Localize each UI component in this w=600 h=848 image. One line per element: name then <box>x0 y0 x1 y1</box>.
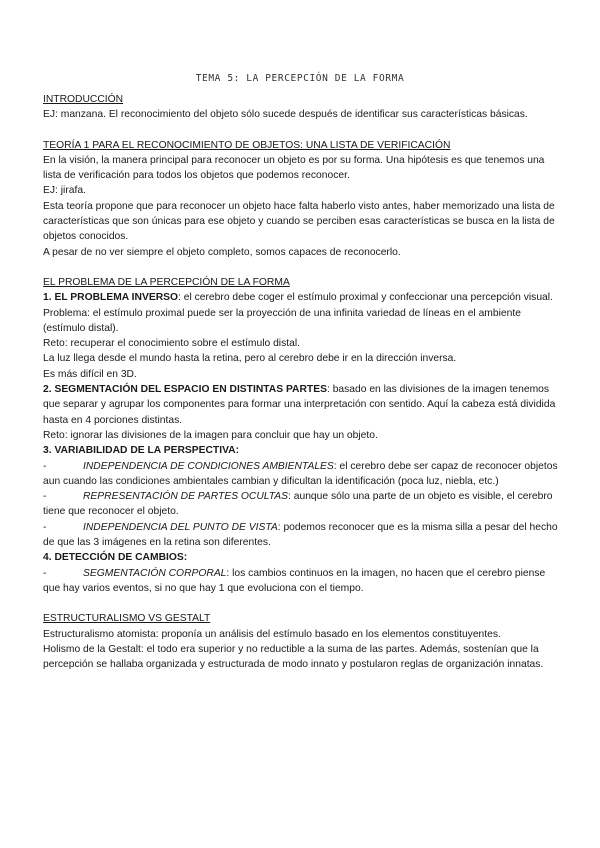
paragraph: EJ: jirafa. <box>43 185 86 197</box>
dash-marker: - <box>43 521 47 533</box>
section-title: 3. VARIABILIDAD DE LA PERSPECTIVA: <box>43 445 240 457</box>
bullet-item <box>43 566 563 597</box>
bullet-item <box>43 459 563 490</box>
bullet-term: REPRESENTACIÓN DE PARTES OCULTAS <box>83 491 289 503</box>
section-title: 4. DETECCIÓN DE CAMBIOS: <box>43 552 188 564</box>
section-title: 2. SEGMENTACIÓN DEL ESPACIO EN DISTINTAS PARTES <box>43 384 327 396</box>
paragraph: Estructuralismo atomista: proponía un análisis del estímulo basado en los elementos constituyentes. <box>43 628 501 640</box>
section-4-title <box>43 550 563 565</box>
paragraph: En la visión, la manera principal para reconocer un objeto es por su forma. Una hipótesis es que tenemos una lista de verificación para todos los objetos que podemos reconocer. <box>43 154 545 182</box>
heading-teoria: TEORÍA 1 PARA EL RECONOCIMIENTO DE OBJETOS: UNA LISTA DE VERIFICACIÓN <box>43 139 451 151</box>
heading-introduccion: INTRODUCCIÓN <box>43 94 124 105</box>
dash-marker: - <box>43 491 47 503</box>
paragraph: Problema: el estímulo proximal puede ser la proyección de una infinita variedad de líneas en el ambiente (estímulo distal). <box>43 307 521 334</box>
paragraph: A pesar de no ver siempre el objeto completo, somos capaces de reconocerlo. <box>43 246 401 258</box>
paragraph: Reto: recuperar el conocimiento sobre el estímulo distal. <box>43 338 300 350</box>
bullet-term: SEGMENTACIÓN CORPORAL <box>83 567 227 579</box>
dash-marker: - <box>43 567 47 579</box>
paragraph: Esta teoría propone que para reconocer un objeto hace falta haberlo visto antes, haber memorizado una lista de características que son únicas para ese objeto y cuando se perciben esas características se busca en la lista de objetos conocidos. <box>43 200 555 243</box>
section-2 <box>43 382 563 428</box>
section-text: : basado en las divisiones de la imagen tenemos que separar y agrupar los componentes para formar una interpretación con sentido. Aquí la cabeza está dividida hasta en 4 porciones distintas. <box>43 384 556 426</box>
section-title: 1. EL PROBLEMA INVERSO <box>43 292 179 304</box>
page-title: TEMA 5: LA PERCEPCIÓN DE LA FORMA <box>195 73 405 84</box>
bullet-item <box>43 520 563 551</box>
paragraph: EJ: manzana. El reconocimiento del objeto sólo sucede después de identificar sus características básicas. <box>43 109 528 121</box>
bullet-text: : aunque sólo una parte de un objeto es visible, el cerebro tiene que reconocer el objeto. <box>43 491 553 518</box>
paragraph: Reto: ignorar las divisiones de la imagen para concluir que hay un objeto. <box>43 429 378 441</box>
document-body <box>43 92 563 672</box>
bullet-text: : podemos reconocer que es la misma silla a pesar del hecho de que las 3 imágenes en la retina son diferentes. <box>43 521 558 549</box>
dash-marker: - <box>43 460 47 472</box>
section-3-title <box>43 443 563 458</box>
heading-estructuralismo: ESTRUCTURALISMO VS GESTALT <box>43 613 211 625</box>
heading-problema: EL PROBLEMA DE LA PERCEPCIÓN DE LA FORMA <box>43 276 290 288</box>
section-text: : el cerebro debe coger el estímulo proximal y confeccionar una percepción visual. <box>178 292 553 304</box>
paragraph: La luz llega desde el mundo hasta la retina, pero al cerebro debe ir en la dirección inversa. <box>43 353 457 365</box>
bullet-item <box>43 489 563 520</box>
bullet-text: : el cerebro debe ser capaz de reconocer objetos aun cuando las condiciones ambientales cambian y dificultan la identificación (poca luz, niebla, etc.) <box>43 460 558 487</box>
bullet-term: INDEPENDENCIA DE CONDICIONES AMBIENTALES <box>83 460 334 472</box>
bullet-term: INDEPENDENCIA DEL PUNTO DE VISTA <box>83 521 278 533</box>
paragraph: Es más difícil en 3D. <box>43 368 137 380</box>
paragraph: Holismo de la Gestalt: el todo era superior y no reductible a la suma de las partes. Además, sostenían que la percepción se hallaba organizada y estructurada de modo innato y postularon reglas de organización innatas. <box>43 643 544 671</box>
bullet-text: : los cambios continuos en la imagen, no hacen que el cerebro piense que hay varios eventos, si no que hay 1 que evoluciona con el tiempo. <box>43 567 546 594</box>
section-1 <box>43 290 563 305</box>
